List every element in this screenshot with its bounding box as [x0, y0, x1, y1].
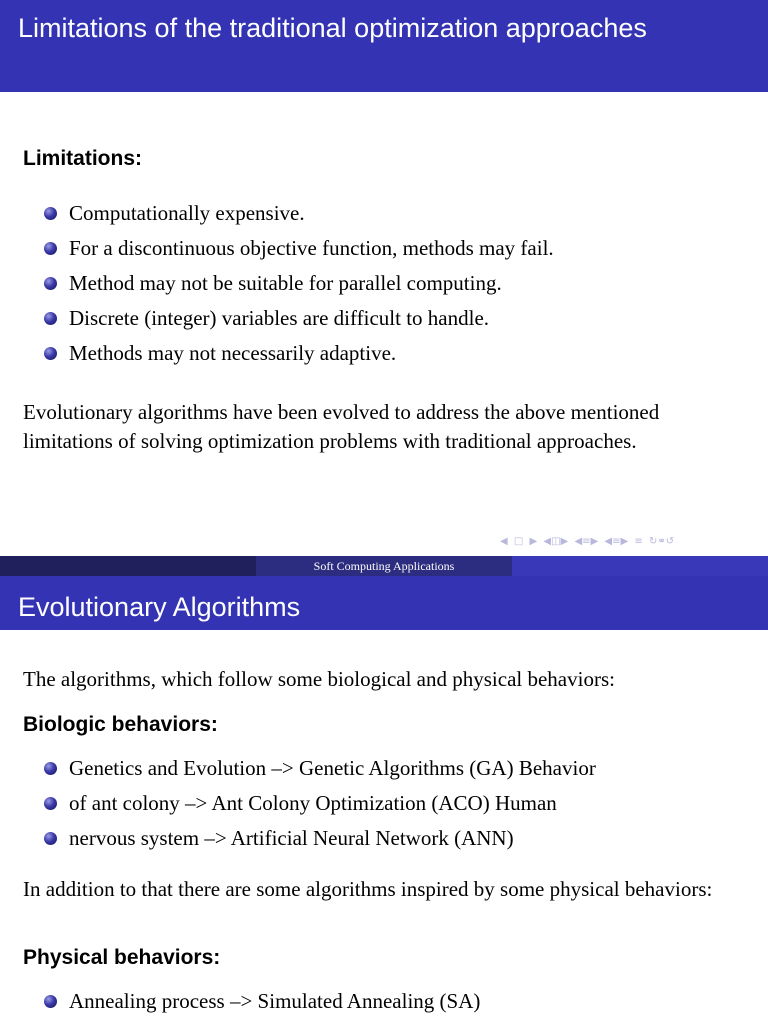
intro-paragraph: The algorithms, which follow some biological and physical behaviors: — [23, 667, 615, 691]
bullet-ball-icon — [44, 762, 57, 775]
section-icon[interactable]: ◀≡▶ — [574, 536, 599, 547]
footline — [0, 556, 768, 576]
align-icon[interactable]: ≡ — [634, 536, 643, 547]
subsection-nav-icon[interactable]: ◀≡▶ — [604, 536, 629, 547]
beamer-navigation — [500, 536, 677, 552]
list-item: Computationally expensive. — [44, 201, 554, 236]
list-item: Discrete (integer) variables are difficult to handle. — [44, 306, 554, 341]
summary-paragraph: Evolutionary algorithms have been evolved to address the above mentioned limitations of solving optimization problems with traditional approaches. — [23, 400, 660, 453]
list-item: of ant colony –> Ant Colony Optimization (ACO) Human — [44, 791, 596, 826]
slide-evolutionary-algorithms — [0, 576, 768, 1024]
physical-list — [44, 989, 480, 1024]
list-item: For a discontinuous objective function, methods may fail. — [44, 236, 554, 271]
bullet-ball-icon — [44, 242, 57, 255]
list-item: nervous system –> Artificial Neural Network (ANN) — [44, 826, 596, 861]
nav-right-arrow-icon[interactable]: ▶ — [529, 536, 538, 547]
bullet-ball-icon — [44, 347, 57, 360]
slide-title: Evolutionary Algorithms — [0, 576, 768, 630]
bullet-ball-icon — [44, 277, 57, 290]
bullet-ball-icon — [44, 312, 57, 325]
list-item: Genetics and Evolution –> Genetic Algorithms (GA) Behavior — [44, 756, 596, 791]
section-heading-physical: Physical behaviors: — [23, 946, 221, 969]
list-item: Annealing process –> Simulated Annealing (SA) — [44, 989, 480, 1024]
section-heading-biologic: Biologic behaviors: — [23, 713, 218, 736]
list-item: Method may not be suitable for parallel computing. — [44, 271, 554, 306]
slide-title: Limitations of the traditional optimization approaches — [0, 0, 768, 92]
bullet-ball-icon — [44, 995, 57, 1008]
footline-title: Soft Computing Applications — [256, 556, 512, 576]
frame-icon[interactable]: □ — [513, 536, 524, 547]
biologic-list — [44, 756, 596, 861]
footline-right — [512, 556, 768, 576]
section-heading-limitations: Limitations: — [23, 147, 142, 170]
nav-left-arrow-icon[interactable]: ◀ — [500, 536, 508, 547]
list-item: Methods may not necessarily adaptive. — [44, 341, 554, 376]
bullet-ball-icon — [44, 207, 57, 220]
search-icon[interactable]: ↻⚭↺ — [648, 536, 675, 547]
physical-intro-paragraph: In addition to that there are some algorithms inspired by some physical behaviors: — [23, 877, 713, 901]
limitations-list — [44, 201, 554, 376]
footline-left — [0, 556, 256, 576]
bullet-ball-icon — [44, 832, 57, 845]
subsection-icon[interactable]: ◀◫▶ — [543, 536, 569, 547]
bullet-ball-icon — [44, 797, 57, 810]
